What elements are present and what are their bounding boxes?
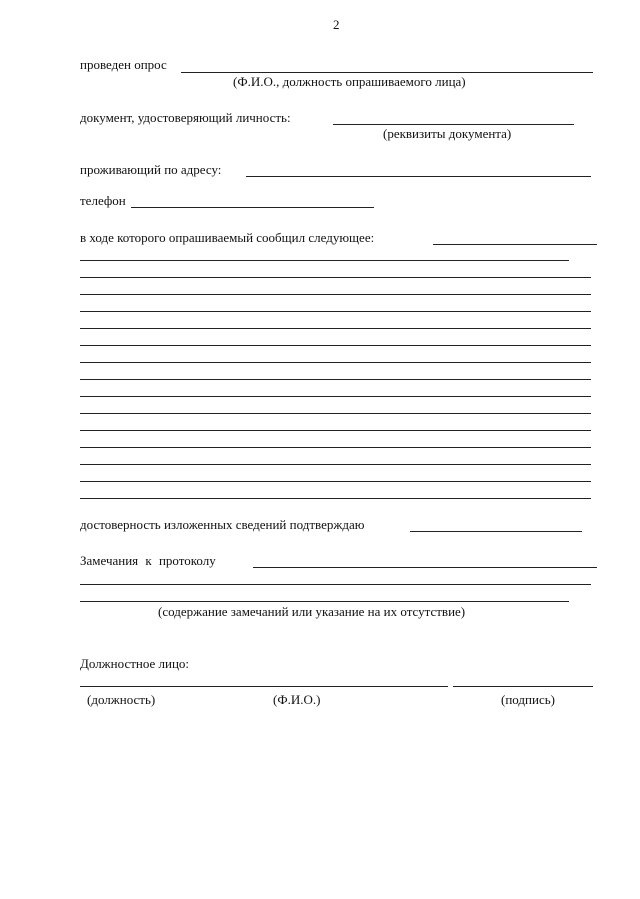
remarks-hint: (содержание замечаний или указание на их отсутствие): [158, 604, 466, 619]
phone-label: телефон: [80, 193, 126, 208]
document-hint: (реквизиты документа): [383, 126, 512, 141]
statement-line[interactable]: [80, 481, 591, 482]
survey-field[interactable]: [181, 72, 593, 73]
statement-line[interactable]: [80, 328, 591, 329]
statement-line[interactable]: [80, 379, 591, 380]
page-number: 2: [333, 17, 340, 32]
address-field[interactable]: [246, 176, 591, 177]
statement-line[interactable]: [80, 345, 591, 346]
confirm-label: достоверность изложенных сведений подтверждаю: [80, 517, 365, 532]
document-label: документ, удостоверяющий личность:: [80, 110, 291, 125]
official-label: Должностное лицо:: [80, 656, 190, 671]
survey-label: проведен опрос: [80, 57, 167, 72]
statement-line[interactable]: [80, 464, 591, 465]
remarks-field[interactable]: [253, 567, 597, 568]
remarks-line[interactable]: [80, 584, 591, 585]
statement-line[interactable]: [80, 260, 569, 261]
statement-line[interactable]: [80, 447, 591, 448]
phone-field[interactable]: [131, 207, 374, 208]
remarks-label: Замечания к протоколу: [80, 553, 216, 568]
official-name-field[interactable]: [80, 686, 448, 687]
statement-line[interactable]: [80, 311, 591, 312]
statement-line[interactable]: [80, 294, 591, 295]
statement-line[interactable]: [80, 362, 591, 363]
statement-line[interactable]: [80, 430, 591, 431]
document-field[interactable]: [333, 124, 574, 125]
statement-label: в ходе которого опрашиваемый сообщил следующее:: [80, 230, 375, 245]
position-hint: (должность): [87, 692, 156, 707]
statement-line[interactable]: [80, 396, 591, 397]
official-signature-field[interactable]: [453, 686, 593, 687]
statement-line[interactable]: [80, 413, 591, 414]
statement-field[interactable]: [433, 244, 597, 245]
remarks-line[interactable]: [80, 601, 569, 602]
signature-hint: (подпись): [501, 692, 555, 707]
statement-line[interactable]: [80, 498, 591, 499]
survey-hint: (Ф.И.О., должность опрашиваемого лица): [233, 74, 466, 89]
address-label: проживающий по адресу:: [80, 162, 222, 177]
name-hint: (Ф.И.О.): [273, 692, 321, 707]
confirm-field[interactable]: [410, 531, 582, 532]
statement-line[interactable]: [80, 277, 591, 278]
